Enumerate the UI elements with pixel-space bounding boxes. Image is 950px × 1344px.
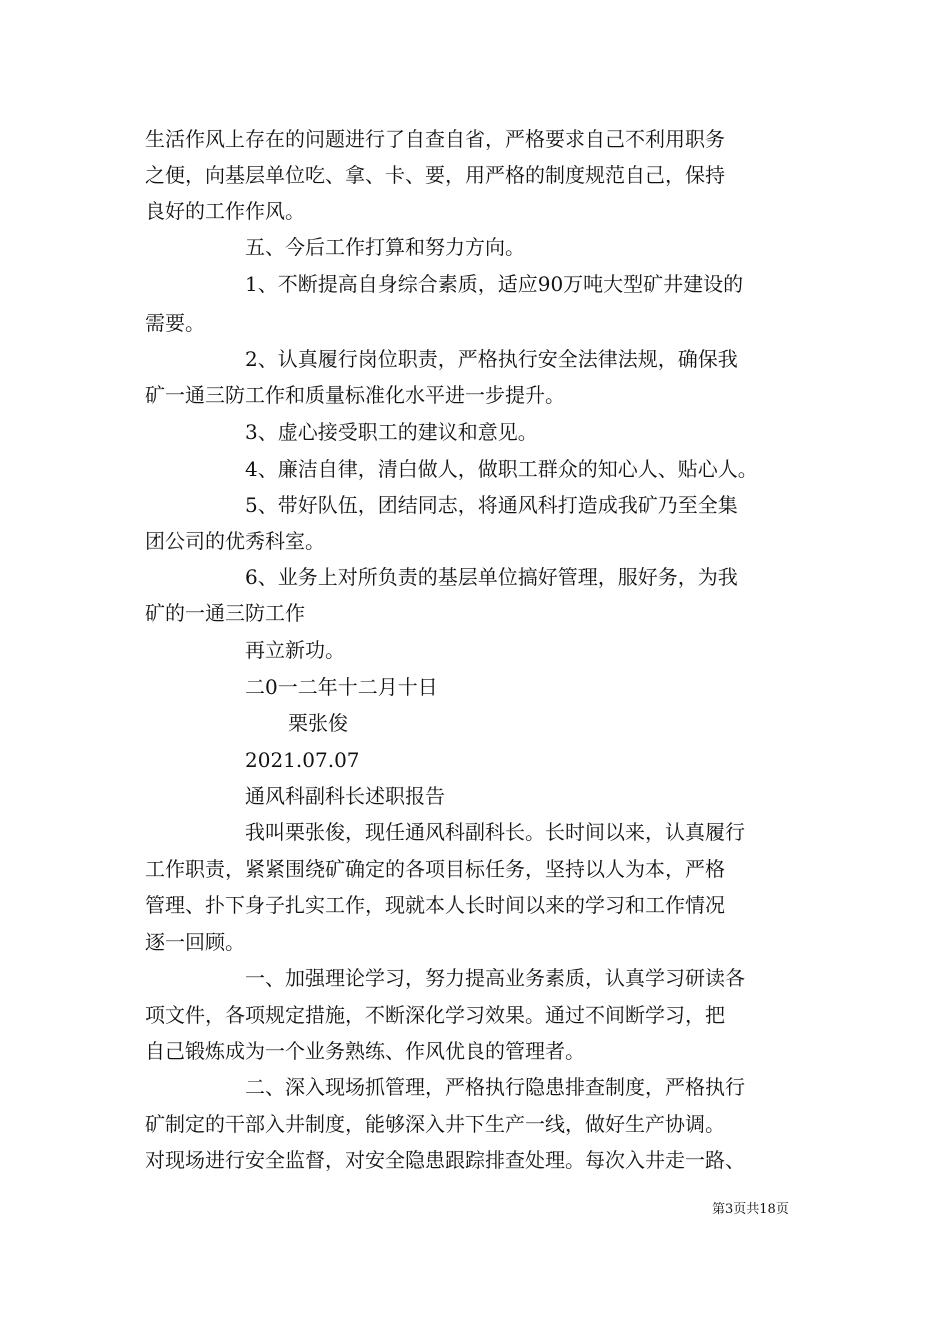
text-line: 再立新功。 [245, 638, 345, 662]
text-line: 团公司的优秀科室。 [145, 529, 325, 553]
text-line: 矿一通三防工作和质量标准化水平进一步提升。 [145, 383, 565, 407]
section-heading: 五、今后工作打算和努力方向。 [245, 235, 525, 259]
section-heading: 二、深入现场抓管理，严格执行隐患排查制度，严格执行 [245, 1075, 745, 1099]
author-name: 栗张俊 [288, 711, 348, 735]
text-line: 生活作风上存在的问题进行了自查自省，严格要求自己不利用职务 [145, 127, 725, 151]
date-line: 二0一二年十二月十日 [245, 675, 438, 699]
text-line: 1、不断提高自身综合素质，适应90万吨大型矿井建设的 [245, 272, 744, 296]
text-line: 矿的一通三防工作 [145, 601, 305, 625]
text-line: 6、业务上对所负责的基层单位搞好管理，服好务，为我 [245, 565, 738, 589]
text-line: 自己锻炼成为一个业务熟练、作风优良的管理者。 [145, 1039, 585, 1063]
text-line: 良好的工作作风。 [145, 199, 305, 223]
date-line: 2021.07.07 [245, 748, 360, 772]
text-line: 逐一回顾。 [145, 930, 245, 954]
text-line: 4、廉洁自律，清白做人，做职工群众的知心人、贴心人。 [245, 457, 758, 481]
text-line: 之便，向基层单位吃、拿、卡、要，用严格的制度规范自己，保持 [145, 163, 725, 187]
text-line: 3、虚心接受职工的建议和意见。 [245, 420, 538, 444]
text-line: 矿制定的干部入井制度，能够深入井下生产一线，做好生产协调。 [145, 1112, 725, 1136]
text-line: 工作职责，紧紧围绕矿确定的各项目标任务，坚持以人为本，严格 [145, 857, 725, 881]
page-number: 第3页共18页 [712, 1202, 789, 1217]
text-line: 对现场进行安全监督，对安全隐患跟踪排查处理。每次入井走一路、 [145, 1148, 745, 1172]
text-line: 我叫栗张俊，现任通风科副科长。长时间以来，认真履行 [245, 820, 745, 844]
text-line: 项文件，各项规定措施，不断深化学习效果。通过不间断学习，把 [145, 1003, 725, 1027]
text-line: 管理、扑下身子扎实工作，现就本人长时间以来的学习和工作情况 [145, 893, 725, 917]
section-heading: 一、加强理论学习，努力提高业务素质，认真学习研读各 [245, 966, 745, 990]
text-line: 2、认真履行岗位职责，严格执行安全法律法规，确保我 [245, 347, 738, 371]
report-title: 通风科副科长述职报告 [245, 784, 445, 808]
text-line: 需要。 [145, 311, 205, 335]
text-line: 5、带好队伍，团结同志，将通风科打造成我矿乃至全集 [245, 493, 738, 517]
